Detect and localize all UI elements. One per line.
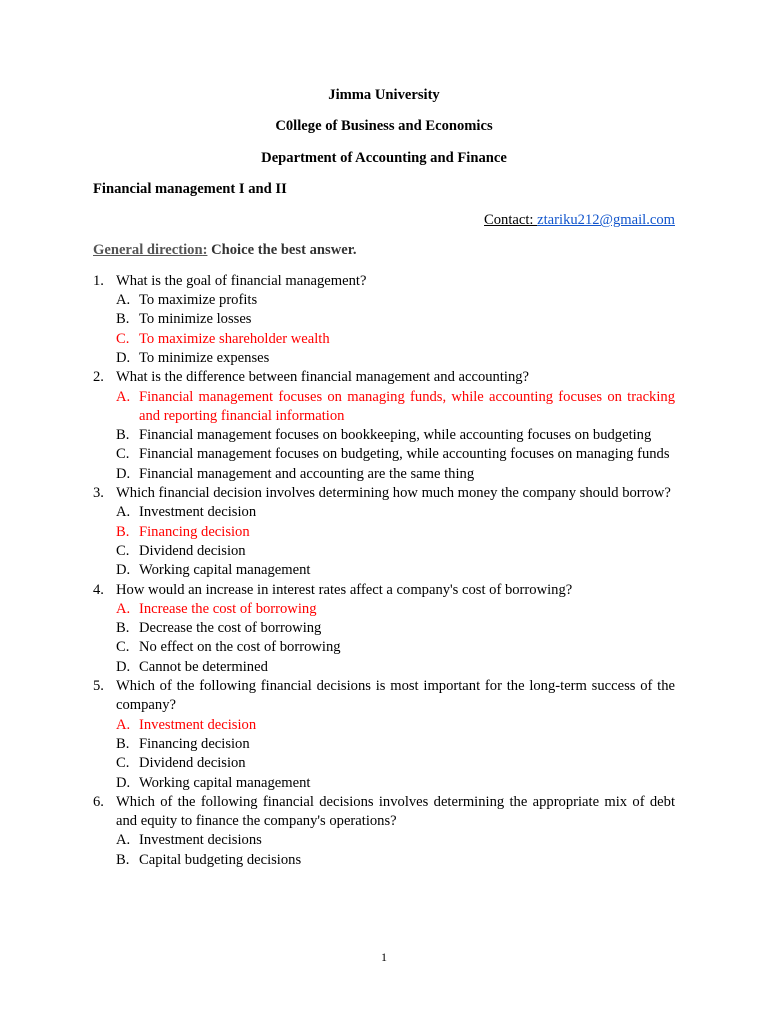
answer-option bbox=[93, 291, 675, 310]
answer-option-correct bbox=[93, 388, 675, 427]
option-letter: A. bbox=[116, 292, 131, 309]
option-text: Financial management focuses on bookkeeping, while accounting focuses on budgeting bbox=[139, 427, 652, 444]
option-letter: A. bbox=[116, 504, 131, 521]
department-title: Department of Accounting and Finance bbox=[261, 149, 507, 166]
question-6 bbox=[93, 793, 675, 832]
option-letter: B. bbox=[116, 523, 130, 540]
university-title: Jimma University bbox=[328, 87, 440, 103]
question-number: 4. bbox=[93, 581, 104, 598]
question-number: 2. bbox=[93, 369, 104, 386]
direction-label: General direction bbox=[93, 242, 203, 259]
question-text: What is the goal of financial management? bbox=[116, 272, 367, 289]
answer-option bbox=[93, 831, 675, 850]
answer-option bbox=[93, 503, 675, 522]
contact-email-link[interactable]: ztariku212@gmail.com bbox=[537, 212, 675, 229]
direction-text: Choice the best answer. bbox=[207, 242, 357, 259]
option-text: To minimize expenses bbox=[139, 349, 270, 366]
answer-option bbox=[93, 658, 675, 677]
option-text: Increase the cost of borrowing bbox=[139, 600, 317, 617]
question-list bbox=[93, 272, 675, 870]
option-text: Investment decision bbox=[139, 716, 257, 733]
answer-option bbox=[93, 774, 675, 793]
option-text: Financial management and accounting are the same thing bbox=[139, 465, 475, 482]
college-title: C0llege of Business and Economics bbox=[275, 118, 493, 135]
contact-label: Contact: bbox=[484, 212, 534, 229]
question-3 bbox=[93, 484, 675, 503]
option-letter: A. bbox=[116, 600, 131, 617]
option-text: Capital budgeting decisions bbox=[139, 851, 302, 868]
option-text: Cannot be determined bbox=[139, 658, 268, 675]
answer-option bbox=[93, 542, 675, 561]
answer-option bbox=[93, 445, 675, 464]
contact-line bbox=[93, 211, 675, 230]
question-text: Which of the following financial decisions is most important for the long-term success of the company? bbox=[116, 678, 675, 714]
option-text: Working capital management bbox=[139, 562, 311, 579]
option-text: Financing decision bbox=[139, 523, 250, 540]
question-5 bbox=[93, 677, 675, 716]
option-letter: A. bbox=[116, 716, 131, 733]
answer-option bbox=[93, 349, 675, 368]
question-2 bbox=[93, 368, 675, 387]
option-letter: B. bbox=[116, 311, 130, 328]
answer-option bbox=[93, 310, 675, 329]
question-text: Which financial decision involves determining how much money the company should borrow? bbox=[116, 485, 671, 502]
answer-option bbox=[93, 735, 675, 754]
option-letter: C. bbox=[116, 755, 130, 772]
option-text: To maximize profits bbox=[139, 292, 258, 309]
option-letter: D. bbox=[116, 774, 131, 791]
option-text: Investment decision bbox=[139, 504, 257, 521]
option-letter: B. bbox=[116, 851, 130, 868]
question-text: What is the difference between financial management and accounting? bbox=[116, 369, 530, 386]
answer-option-correct bbox=[93, 523, 675, 542]
answer-option bbox=[93, 754, 675, 773]
option-text: Dividend decision bbox=[139, 755, 246, 772]
option-letter: B. bbox=[116, 735, 130, 752]
answer-option bbox=[93, 465, 675, 484]
option-letter: A. bbox=[116, 832, 131, 849]
option-text: Decrease the cost of borrowing bbox=[139, 620, 322, 637]
option-text: To maximize shareholder wealth bbox=[139, 330, 330, 347]
option-text: Financing decision bbox=[139, 735, 250, 752]
question-number: 3. bbox=[93, 485, 104, 502]
general-direction bbox=[93, 241, 675, 260]
answer-option bbox=[93, 561, 675, 580]
option-text: Working capital management bbox=[139, 774, 311, 791]
answer-option bbox=[93, 619, 675, 638]
question-number: 1. bbox=[93, 272, 104, 289]
option-letter: C. bbox=[116, 639, 130, 656]
option-letter: A. bbox=[116, 388, 131, 405]
answer-option bbox=[93, 851, 675, 870]
option-text: No effect on the cost of borrowing bbox=[139, 639, 341, 656]
option-text: Dividend decision bbox=[139, 542, 246, 559]
answer-option-correct bbox=[93, 716, 675, 735]
option-text: Investment decisions bbox=[139, 832, 262, 849]
option-letter: D. bbox=[116, 349, 131, 366]
option-letter: C. bbox=[116, 542, 130, 559]
question-text: Which of the following financial decisions involves determining the appropriate mix of debt and equity to finance the company's operations? bbox=[116, 793, 675, 830]
question-number: 6. bbox=[93, 793, 104, 810]
question-number: 5. bbox=[93, 678, 104, 695]
answer-option-correct bbox=[93, 330, 675, 349]
option-letter: B. bbox=[116, 427, 130, 444]
option-letter: C. bbox=[116, 446, 130, 463]
option-letter: D. bbox=[116, 658, 131, 675]
option-letter: C. bbox=[116, 330, 130, 347]
question-1 bbox=[93, 272, 675, 291]
answer-option bbox=[93, 638, 675, 657]
option-letter: B. bbox=[116, 620, 130, 637]
option-letter: D. bbox=[116, 465, 131, 482]
option-letter: D. bbox=[116, 562, 131, 579]
question-4 bbox=[93, 581, 675, 600]
option-text: Financial management focuses on budgeting, while accounting focuses on managing funds bbox=[139, 446, 670, 463]
answer-option bbox=[93, 426, 675, 445]
question-text: How would an increase in interest rates affect a company's cost of borrowing? bbox=[116, 581, 573, 598]
option-text: To minimize losses bbox=[139, 311, 252, 328]
page-number: 1 bbox=[381, 950, 387, 964]
option-text: Financial management focuses on managing funds, while accounting focuses on tracking and reporting financial information bbox=[139, 388, 675, 424]
answer-option-correct bbox=[93, 600, 675, 619]
course-title: Financial management I and II bbox=[93, 180, 287, 197]
direction-separator: : bbox=[202, 242, 208, 259]
